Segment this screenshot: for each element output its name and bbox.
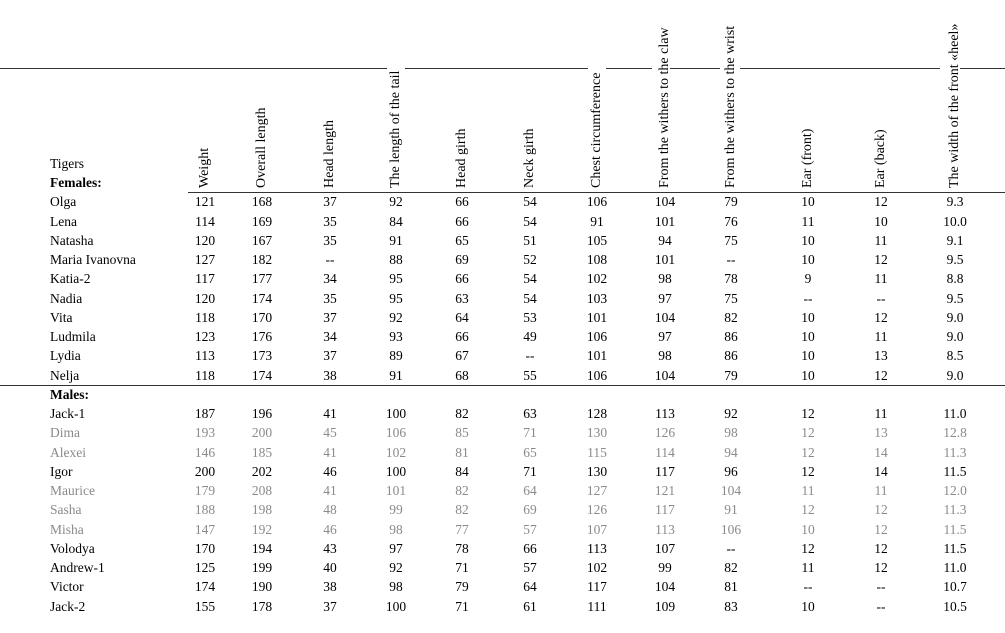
table-cell: 11 [801,483,815,498]
row-name: Volodya [50,540,95,556]
table-cell: 78 [724,271,738,287]
column-header: From the withers to the claw [657,27,672,188]
table-cell: 9.3 [946,194,964,210]
table-cell: 117 [655,463,675,479]
table-cell: 11.5 [943,463,967,479]
table-cell: 10 [801,521,815,537]
table-cell: 103 [586,290,608,306]
table-cell: -- [876,290,886,306]
table-cell: 173 [251,348,273,364]
table-cell: 199 [251,560,273,575]
table-cell: 9.5 [946,252,964,267]
table-cell: 37 [323,309,337,325]
row-name: Lena [50,213,77,229]
table-cell: -- [726,252,736,267]
table-cell: 121 [654,483,676,498]
table-cell: 91 [724,502,738,518]
row-name: Maria Ivanovna [50,252,136,267]
table-cell: 34 [323,329,337,344]
table-cell: 99 [658,560,672,575]
table-cell: 71 [455,560,469,575]
table-cell: 89 [389,348,403,364]
table-cell: 91 [389,232,403,248]
table-cell: 102 [385,444,407,460]
table-cell: 123 [194,329,216,344]
table-cell: 97 [389,540,403,556]
table-cell: 11.3 [943,502,967,518]
table-cell: -- [876,579,886,595]
table-cell: 174 [194,579,216,595]
row-name: Lydia [50,348,81,364]
table-cell: 178 [251,598,273,614]
table-cell: 93 [389,329,403,344]
table-cell: 98 [658,271,672,287]
table-cell: 8.5 [946,348,964,364]
table-cell: 194 [251,540,273,556]
table-cell: 14 [874,463,888,479]
table-cell: 63 [523,406,537,421]
table-cell: 121 [194,194,216,210]
table-cell: 46 [323,463,337,479]
table-cell: 11.0 [943,406,967,421]
table-cell: 54 [523,213,537,229]
table-cell: 14 [874,444,888,460]
table-cell: 86 [724,329,738,344]
column-header: Head length [322,119,337,188]
table-cell: 9.0 [946,367,964,383]
row-name: Misha [50,521,84,537]
table-cell: 102 [586,560,608,575]
column-header: Chest circumference [589,72,604,188]
table-cell: 125 [194,560,216,575]
table-cell: 12.0 [943,483,967,498]
table-cell: 168 [251,194,273,210]
table-cell: 94 [724,444,738,460]
table-cell: 106 [720,521,742,537]
table-cell: 86 [724,348,738,364]
table-cell: 91 [389,367,403,383]
table-cell: 92 [724,406,738,421]
row-name: Andrew-1 [50,560,105,575]
table-cell: 12 [874,560,888,575]
table-cell: 65 [455,232,469,248]
table-cell: 79 [455,579,469,595]
table-cell: 75 [724,290,738,306]
row-name: Igor [50,463,73,479]
table-cell: 66 [455,329,469,344]
table-cell: 101 [586,309,608,325]
table-cell: 65 [523,444,537,460]
column-header: From the withers to the wrist [723,25,738,188]
table-cell: 37 [323,194,337,210]
table-cell: 10 [801,309,815,325]
table-cell: 11 [801,560,815,575]
table-cell: 12 [874,194,888,210]
table-cell: -- [726,540,736,556]
table-cell: 35 [323,290,337,306]
table-cell: 9.0 [946,329,964,344]
table-cell: 117 [195,271,215,287]
table-cell: 98 [389,521,403,537]
table-cell: 41 [323,483,337,498]
table-cell: 126 [654,425,676,441]
table-cell: 192 [251,521,273,537]
table-cell: 104 [654,309,676,325]
table-cell: 57 [523,521,537,537]
table-cell: 10.7 [943,579,967,595]
table-cell: 98 [389,579,403,595]
table-cell: 101 [385,483,407,498]
table-cell: 12 [801,425,815,441]
table-cell: 64 [523,483,537,498]
table-cell: 88 [389,252,403,267]
table-cell: 114 [195,213,215,229]
header-rule [188,192,1005,193]
table-cell: 117 [655,502,675,518]
row-name: Alexei [50,444,86,460]
table-cell: 104 [654,367,676,383]
table-cell: 101 [654,213,676,229]
table-cell: 69 [523,502,537,518]
table-cell: 64 [455,309,469,325]
table-cell: 92 [389,309,403,325]
table-cell: 97 [658,290,672,306]
table-cell: 12 [874,502,888,518]
table-cell: -- [803,579,813,595]
table-cell: 13 [874,425,888,441]
table-cell: 106 [586,329,608,344]
table-cell: 75 [724,232,738,248]
table-cell: 130 [586,463,608,479]
table-cell: 170 [194,540,216,556]
top-rule-5 [960,68,1005,69]
table-cell: 170 [251,309,273,325]
table-cell: 155 [194,598,216,614]
table-cell: 12 [801,502,815,518]
column-header: The length of the tail [388,70,403,188]
table-cell: 107 [654,540,676,556]
table-cell: 174 [251,290,273,306]
table-cell: 99 [389,502,403,518]
table-cell: 12.8 [943,425,967,441]
column-header: Ear (back) [873,129,888,188]
table-cell: 101 [654,252,676,267]
table-cell: -- [876,598,886,614]
table-cell: 82 [455,502,469,518]
table-cell: -- [803,290,813,306]
table-cell: 10 [801,252,815,267]
table-cell: 11 [874,483,888,498]
table-cell: 174 [251,367,273,383]
table-cell: 69 [455,252,469,267]
table-cell: 41 [323,406,337,421]
row-name: Natasha [50,232,94,248]
table-cell: 200 [251,425,273,441]
group-label: Females: [50,175,102,190]
table-cell: 11.0 [943,560,967,575]
table-cell: 100 [385,598,407,614]
table-cell: 12 [801,444,815,460]
table-cell: 71 [455,598,469,614]
column-header: Weight [197,147,212,188]
row-name: Maurice [50,483,95,498]
table-cell: 104 [654,194,676,210]
table-cell: 53 [523,309,537,325]
table-cell: 64 [523,579,537,595]
table-cell: 98 [724,425,738,441]
stub-header: Tigers [50,156,85,171]
column-header: Overall length [254,107,269,188]
table-cell: 12 [874,252,888,267]
table-cell: 118 [195,367,215,383]
table-cell: 91 [590,213,604,229]
table-cell: 113 [655,406,675,421]
table-cell: 193 [194,425,216,441]
table-cell: 177 [251,271,273,287]
table-cell: 106 [385,425,407,441]
table-cell: 9.5 [946,290,964,306]
table-cell: 51 [523,232,537,248]
table-cell: 54 [523,290,537,306]
table-cell: 120 [194,290,216,306]
table-cell: 11.3 [943,444,967,460]
table-cell: 100 [385,463,407,479]
table-cell: 57 [523,560,537,575]
table-cell: 76 [724,213,738,229]
table-cell: 34 [323,271,337,287]
table-cell: 79 [724,367,738,383]
table-cell: 35 [323,232,337,248]
table-cell: 43 [323,540,337,556]
top-rule-4 [740,68,940,69]
table-cell: 10.0 [943,213,967,229]
table-cell: 9.1 [946,232,964,248]
table-cell: 10 [801,329,815,344]
row-name: Dima [50,425,80,441]
table-cell: 79 [724,194,738,210]
table-cell: 200 [194,463,216,479]
table-cell: 117 [587,579,607,595]
table-cell: 45 [323,425,337,441]
table-cell: 104 [720,483,742,498]
table-cell: 37 [323,348,337,364]
table-cell: 54 [523,271,537,287]
table-cell: -- [525,348,535,364]
table-cell: 40 [323,560,337,575]
table-cell: 169 [251,213,273,229]
column-header: Neck girth [522,128,537,188]
table-cell: -- [325,252,335,267]
table-cell: 11 [874,329,888,344]
table-cell: 10 [801,348,815,364]
column-header: The width of the front «heel» [947,23,962,188]
table-cell: 113 [655,521,675,537]
table-cell: 71 [523,463,537,479]
table-cell: 185 [251,444,273,460]
group-divider-rule [0,385,1005,386]
row-name: Jack-2 [50,598,86,614]
table-cell: 113 [195,348,215,364]
table-cell: 92 [389,194,403,210]
row-name: Vita [50,309,73,325]
table-cell: 111 [587,598,607,614]
table-cell: 11 [874,232,888,248]
table-cell: 10 [801,598,815,614]
table-cell: 105 [586,232,608,248]
table-cell: 187 [194,406,216,421]
top-rule-0 [0,68,387,69]
column-header: Ear (front) [800,128,815,188]
table-cell: 95 [389,290,403,306]
table-cell: 35 [323,213,337,229]
table-cell: 66 [523,540,537,556]
row-name: Sasha [50,502,82,518]
table-cell: 101 [586,348,608,364]
table-cell: 9 [804,271,812,287]
table-cell: 10 [801,367,815,383]
table-cell: 12 [874,540,888,556]
table-cell: 188 [194,502,216,518]
table-cell: 49 [523,329,537,344]
table-cell: 182 [251,252,273,267]
table-cell: 97 [658,329,672,344]
table-cell: 66 [455,271,469,287]
table-cell: 176 [251,329,273,344]
table-cell: 41 [323,444,337,460]
table-cell: 38 [323,367,337,383]
table-cell: 146 [194,444,216,460]
table-cell: 94 [658,232,672,248]
table-cell: 48 [323,502,337,518]
table-cell: 46 [323,521,337,537]
table-cell: 63 [455,290,469,306]
table-cell: 61 [523,598,537,614]
table-cell: 68 [455,367,469,383]
row-name: Ludmila [50,329,96,344]
table-cell: 179 [194,483,216,498]
table-cell: 11 [874,271,888,287]
table-cell: 11 [801,213,815,229]
table-cell: 54 [523,194,537,210]
table-cell: 66 [455,213,469,229]
table-cell: 12 [801,463,815,479]
table-cell: 66 [455,194,469,210]
table-cell: 82 [724,560,738,575]
table-cell: 10 [874,213,888,229]
table-cell: 82 [455,483,469,498]
table-cell: 84 [389,213,403,229]
table-cell: 114 [655,444,675,460]
table-cell: 78 [455,540,469,556]
table-cell: 10 [801,194,815,210]
table-cell: 128 [586,406,608,421]
table-cell: 106 [586,194,608,210]
table-cell: 118 [195,309,215,325]
table-cell: 67 [455,348,469,364]
table-cell: 81 [724,579,738,595]
table-cell: 127 [586,483,608,498]
table-cell: 198 [251,502,273,518]
table-cell: 9.0 [946,309,964,325]
table-cell: 71 [523,425,537,441]
table-cell: 130 [586,425,608,441]
table-cell: 37 [323,598,337,614]
table-cell: 38 [323,579,337,595]
table-cell: 190 [251,579,273,595]
table-cell: 10 [801,232,815,248]
table-cell: 96 [724,463,738,479]
row-name: Victor [50,579,84,595]
table-cell: 12 [874,367,888,383]
table-cell: 104 [654,579,676,595]
table-cell: 107 [586,521,608,537]
row-name: Nelja [50,367,80,383]
row-name: Katia-2 [50,271,91,287]
table-cell: 167 [251,232,273,248]
table-cell: 113 [587,540,607,556]
top-rule-3 [670,68,720,69]
table-cell: 108 [586,252,608,267]
row-name: Olga [50,194,77,210]
table-cell: 100 [385,406,407,421]
table-cell: 52 [523,252,537,267]
column-header: Head girth [454,128,469,188]
table-cell: 12 [801,406,815,421]
table-cell: 12 [874,521,888,537]
table-cell: 109 [654,598,676,614]
table-cell: 82 [455,406,469,421]
table-cell: 115 [587,444,607,460]
table-cell: 127 [194,252,216,267]
table-cell: 126 [586,502,608,518]
table-cell: 196 [251,406,273,421]
table-cell: 77 [455,521,469,537]
table-cell: 8.8 [946,271,964,287]
table-cell: 12 [801,540,815,556]
table-cell: 10.5 [943,598,967,614]
table-cell: 84 [455,463,469,479]
table-cell: 81 [455,444,469,460]
table-cell: 202 [251,463,273,479]
table-cell: 208 [251,483,273,498]
table-cell: 12 [874,309,888,325]
table-cell: 92 [389,560,403,575]
table-cell: 85 [455,425,469,441]
table-cell: 82 [724,309,738,325]
row-name: Jack-1 [50,406,86,421]
table-cell: 95 [389,271,403,287]
table-cell: 11 [874,406,888,421]
group-label: Males: [50,386,89,402]
table-cell: 147 [194,521,216,537]
table-cell: 83 [724,598,738,614]
table-cell: 120 [194,232,216,248]
table-cell: 55 [523,367,537,383]
table-cell: 13 [874,348,888,364]
top-rule-2 [606,68,652,69]
row-name: Nadia [50,290,83,306]
table-cell: 11.5 [943,521,967,537]
table-cell: 11.5 [943,540,967,556]
top-rule-1 [405,68,588,69]
table-cell: 102 [586,271,608,287]
table-cell: 98 [658,348,672,364]
table-cell: 106 [586,367,608,383]
